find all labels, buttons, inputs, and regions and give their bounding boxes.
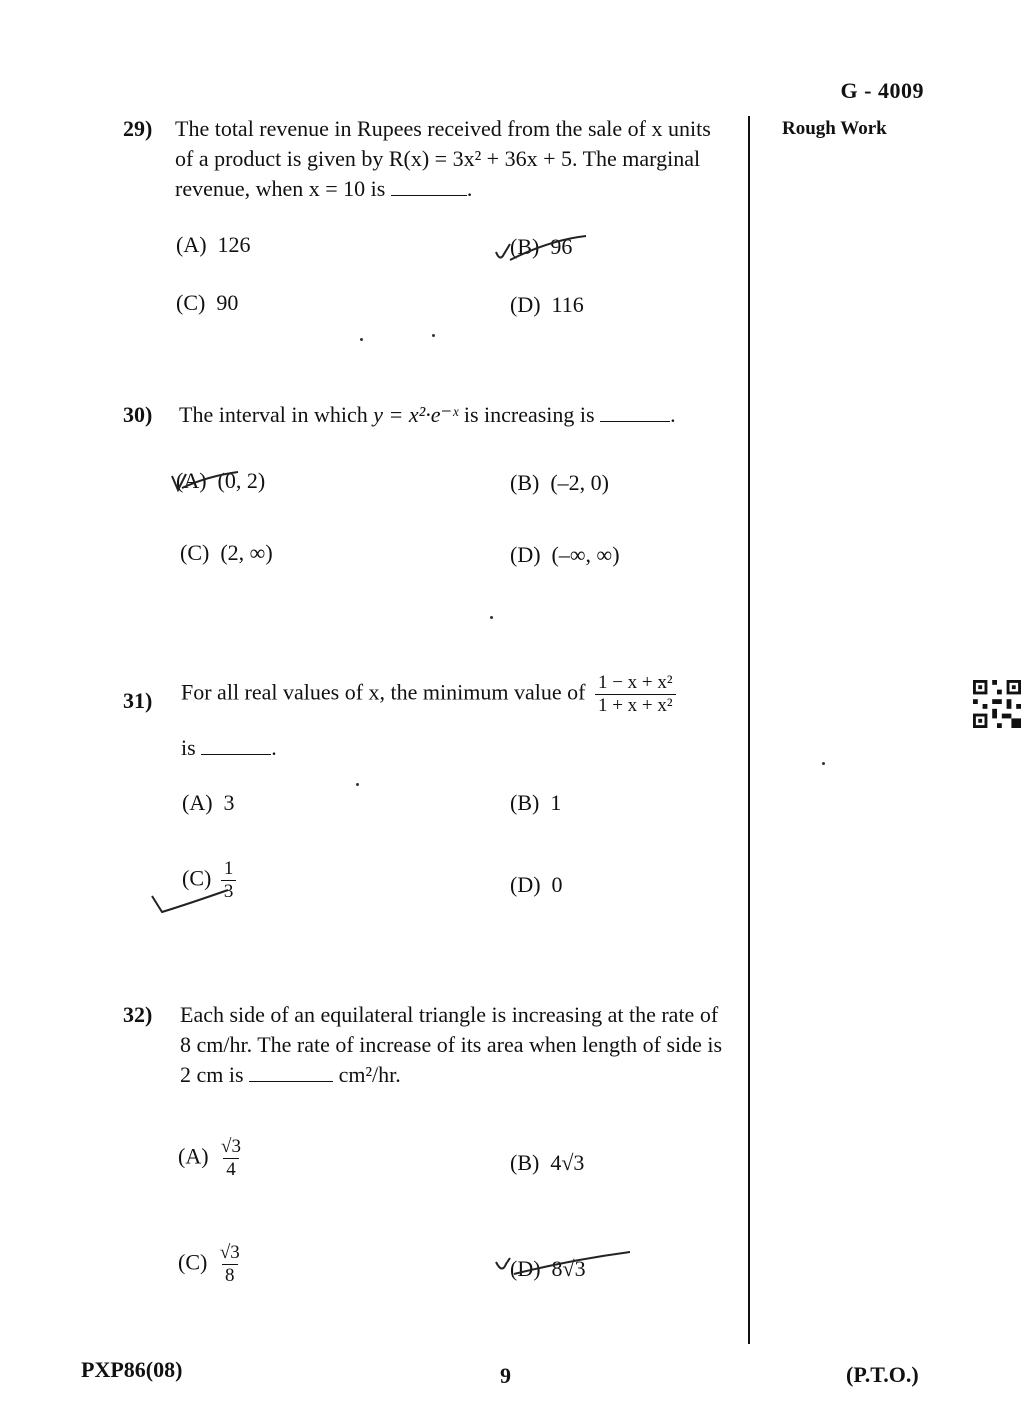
paper-code: G - 4009 — [840, 78, 924, 103]
q31-option-c: (C) $\frac{1}{3}$ — [182, 858, 240, 903]
question-32 — [123, 1000, 748, 1090]
scan-speck — [360, 338, 363, 341]
question-number: 29) — [123, 116, 153, 141]
q32-option-c: (C) $\frac{√3}{8}$ — [178, 1242, 240, 1286]
question-31 — [123, 672, 748, 763]
scan-speck — [356, 783, 359, 786]
q29-option-b: (B) 96 — [510, 234, 573, 259]
question-number: 32) — [123, 1002, 153, 1027]
question-text: For all real values of x, the minimum value of $\frac{\text{1 − x + x²}}{\text{1 + x + x²}}$ is . — [181, 672, 748, 763]
qr-code-icon — [972, 680, 1022, 728]
question-30 — [123, 400, 748, 430]
q32-option-a: (A) $\frac{√3}{4}$ — [178, 1136, 241, 1180]
answer-blank — [201, 754, 271, 755]
scan-speck — [822, 762, 825, 765]
q30-option-d: (D) (–∞, ∞) — [510, 542, 620, 567]
q30-option-b: (B) (–2, 0) — [510, 470, 609, 495]
handwritten-tick-mark — [168, 462, 258, 498]
q29-option-c: (C) 90 — [176, 290, 239, 315]
question-text: Each side of an equilateral triangle is increasing at the rate of 8 cm/hr. The rate of increase of its area when length of side is 2 cm is cm²/hr. — [180, 1002, 723, 1087]
question-text: The total revenue in Rupees received from the sale of x units of a product is given by R(x) = 3x² + 36x + 5. The marginal revenue, when x = 10 is . — [175, 116, 711, 201]
answer-blank — [600, 421, 670, 422]
scan-speck — [490, 616, 493, 619]
scan-speck — [432, 334, 435, 337]
question-text: The interval in which y = x²·e⁻ˣ is increasing is . — [179, 402, 676, 427]
page-number: 9 — [500, 1363, 511, 1388]
q29-option-d: (D) 116 — [510, 292, 584, 317]
handwritten-tick-mark — [148, 880, 248, 920]
q29-option-a: (A) 126 — [176, 232, 251, 257]
q32-option-d: (D) 8√3 — [510, 1256, 586, 1281]
answer-blank — [249, 1081, 333, 1082]
question-number: 30) — [123, 402, 153, 427]
pto-label: (P.T.O.) — [846, 1362, 919, 1387]
math-expression: y = x²·e⁻ˣ — [373, 402, 459, 427]
handwritten-tick-mark — [490, 1248, 640, 1282]
q31-option-d: (D) 0 — [510, 872, 563, 897]
q30-option-a: (A) (0, 2) — [176, 468, 266, 493]
q31-option-b: (B) 1 — [510, 790, 562, 815]
column-divider — [748, 116, 750, 1344]
expression-fraction: $\frac{\text{1 − x + x²}}{\text{1 + x + x²}}$ — [595, 672, 676, 717]
answer-blank — [391, 195, 467, 196]
handwritten-tick-mark — [490, 232, 600, 268]
q32-option-b: (B) 4√3 — [510, 1150, 585, 1175]
question-29 — [123, 114, 748, 204]
rough-work-label: Rough Work — [782, 118, 887, 139]
q30-option-c: (C) (2, ∞) — [180, 540, 273, 565]
question-number: 31) — [123, 688, 153, 713]
q31-option-a: (A) 3 — [182, 790, 235, 815]
footer-code: PXP86(08) — [81, 1357, 183, 1382]
